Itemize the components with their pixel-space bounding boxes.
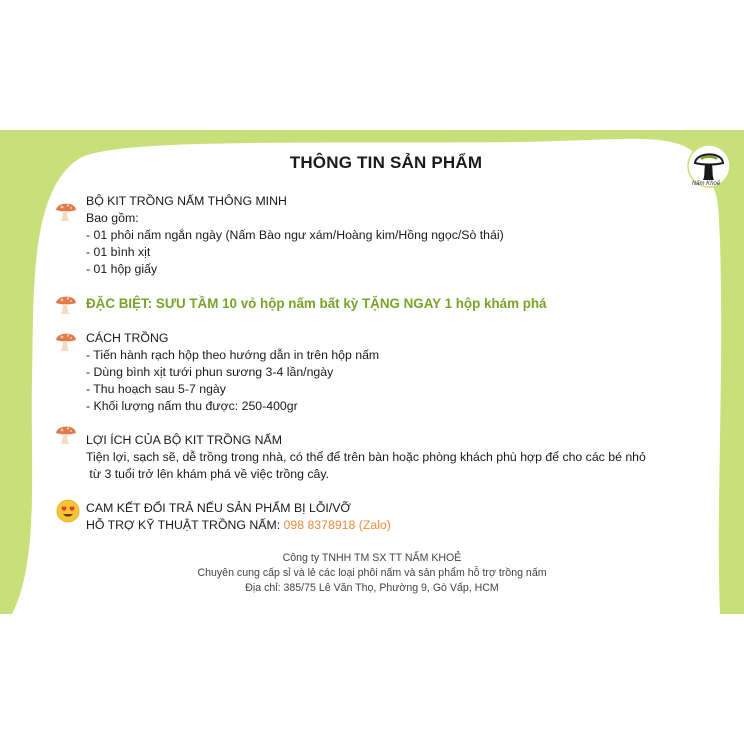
growing-line: - Tiến hành rạch hộp theo hướng dẫn in trên hộp nấm [86,348,380,362]
benefits-line: từ 3 tuổi trở lên khám phá về việc trồng cây. [86,467,329,481]
kit-section [86,193,504,278]
growing-line: - Thu hoạch sau 5-7 ngày [86,382,226,396]
growing-section [86,330,379,415]
kit-line: - 01 hộp giấy [86,262,158,276]
special-offer-text: ĐẶC BIỆT: SƯU TẦM 10 vỏ hộp nấm bất kỳ TẶNG NGAY 1 hộp khám phá [86,296,547,311]
footer [0,551,744,596]
footer-company: Công ty TNHH TM SX TT NẤM KHOẺ [282,552,462,564]
kit-line: - 01 phôi nấm ngắn ngày (Nấm Bào ngư xám/Hoàng kim/Hồng ngọc/Sò thái) [86,228,504,242]
benefits-heading: LỢI ÍCH CỦA BỘ KIT TRỒNG NẤM [86,433,282,447]
benefits-section [86,432,646,483]
footer-tagline: Chuyên cung cấp sỉ và lẻ các loại phôi nấm và sản phẩm hỗ trợ trồng nấm [197,567,547,579]
commitment-section [86,500,391,534]
benefits-line: Tiện lợi, sạch sẽ, dễ trồng trong nhà, có thể để trên bàn hoặc phòng khách phù hợp để cho các bé nhỏ [86,450,646,464]
support-phone: 098 8378918 (Zalo) [283,518,391,532]
mushroom-icon [54,329,78,353]
page-title: THÔNG TIN SẢN PHẨM [289,153,483,172]
support-line [86,517,391,534]
logo-brand-name: Nấm Khoẻ [691,181,721,187]
kit-heading: BỘ KIT TRỒNG NẤM THÔNG MINH [86,194,287,208]
commitment-text: CAM KẾT ĐỔI TRẢ NẾU SẢN PHẨM BỊ LỖI/VỠ [86,501,351,515]
growing-line: - Dùng bình xịt tưới phun sương 3-4 lần/ngày [86,365,334,379]
kit-line: - 01 bình xịt [86,245,151,259]
mushroom-icon [54,199,78,223]
support-label: HỖ TRỢ KỸ THUẬT TRỒNG NẤM: [86,518,284,532]
growing-line: - Khối lượng nấm thu được: 250-400gr [86,399,298,413]
mushroom-icon [54,422,78,446]
mushroom-icon [54,292,78,316]
kit-line: Bao gồm: [86,211,139,225]
heart-eyes-emoji-icon [56,499,80,523]
growing-heading: CÁCH TRỒNG [86,331,169,345]
footer-address: Địa chỉ: 385/75 Lê Văn Thọ, Phường 9, Gò Vấp, HCM [245,582,499,594]
